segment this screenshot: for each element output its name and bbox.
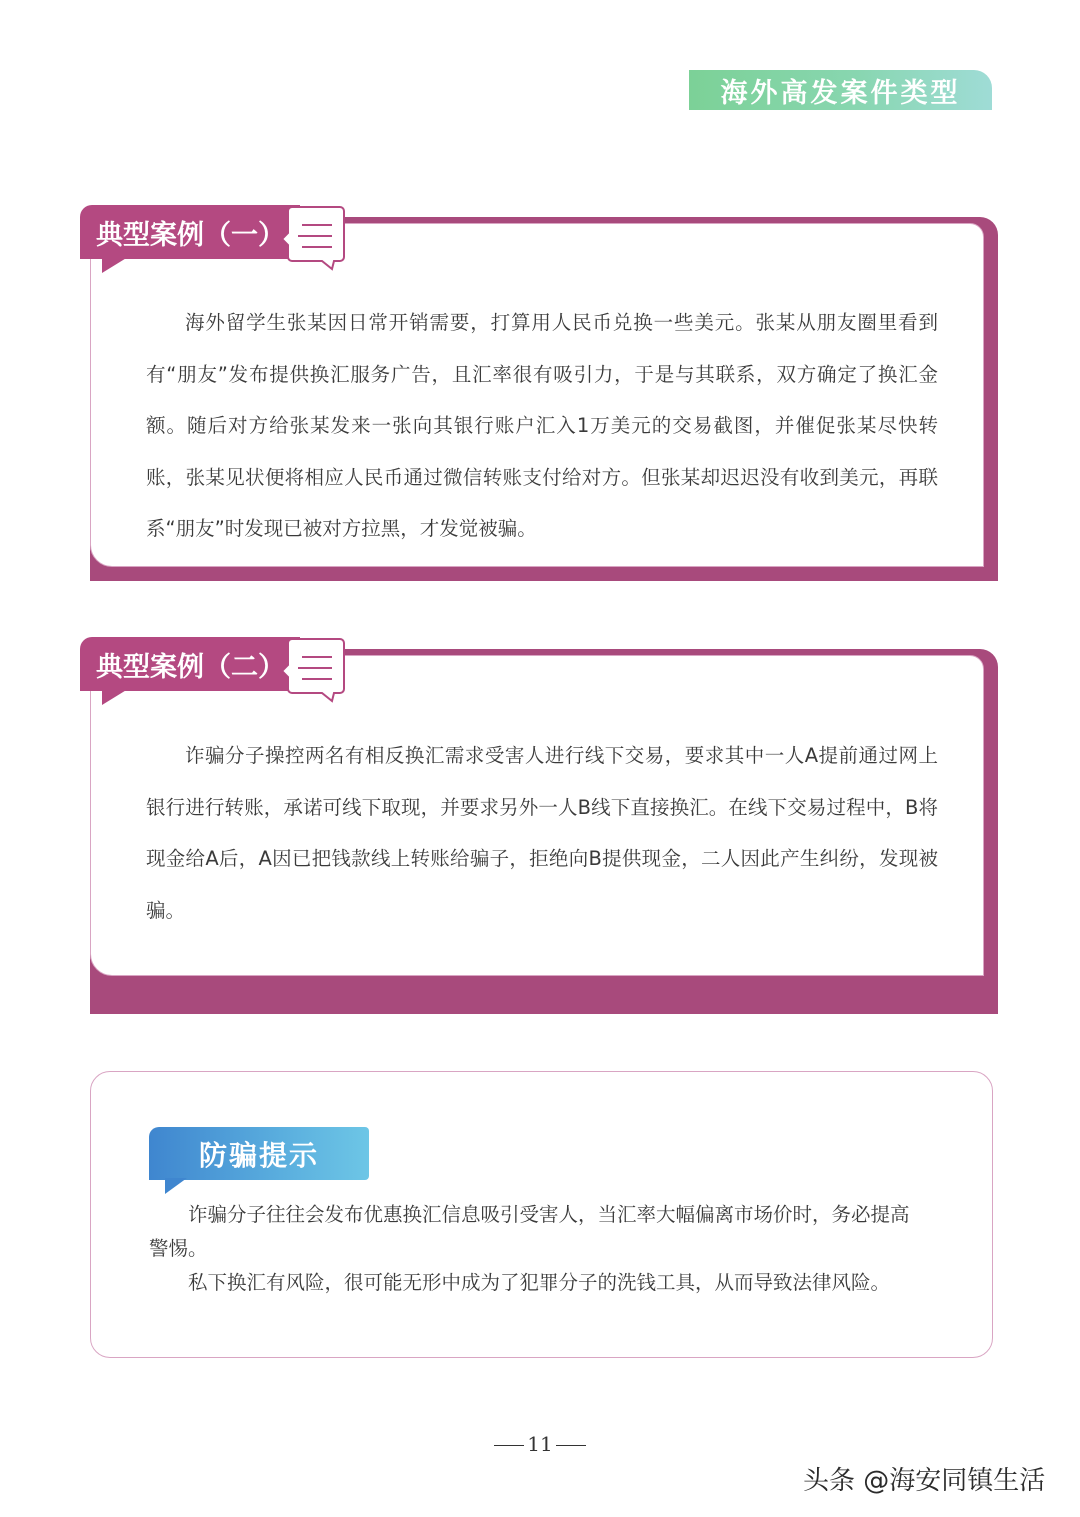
tip-paragraph: 诈骗分子往往会发布优惠换汇信息吸引受害人，当汇率大幅偏离市场价时，务必提高警惕。 — [149, 1203, 910, 1260]
tip-paragraph: 私下换汇有风险，很可能无形中成为了犯罪分子的洗钱工具，从而导致法律风险。 — [188, 1271, 891, 1294]
page-number-text: 11 — [527, 1432, 553, 1456]
case-text: 诈骗分子操控两名有相反换汇需求受害人进行线下交易，要求其中一人A提前通过网上银行进行转账，承诺可线下取现，并要求另外一人B线下直接换汇。在线下交易过程中，B将现金给A后，A因已把钱款线上转账给骗子，拒绝向B提供现金，二人因此产生纠纷，发现被骗。 — [146, 744, 938, 922]
tip-text — [149, 1198, 922, 1300]
anti-fraud-tip-box — [90, 1071, 993, 1358]
case-card-1 — [80, 205, 998, 581]
watermark: 头条 @海安同镇生活 — [803, 1466, 1046, 1496]
section-header-tag — [689, 70, 992, 110]
page-number — [0, 1432, 1080, 1456]
case-label — [80, 205, 300, 259]
case-label — [80, 637, 300, 691]
tip-label-tail — [165, 1178, 187, 1194]
case-label-text: 典型案例（一） — [96, 219, 285, 251]
page-number-rule-left — [494, 1445, 524, 1446]
tip-label-text: 防骗提示 — [198, 1138, 319, 1172]
section-header-title: 海外高发案件类型 — [720, 77, 961, 109]
label-tail — [102, 257, 128, 273]
label-tail — [102, 689, 128, 705]
chat-bubble-icon — [282, 637, 346, 703]
case-text: 海外留学生张某因日常开销需要，打算用人民币兑换一些美元。张某从朋友圈里看到有“朋友”发布提供换汇服务广告，且汇率很有吸引力，于是与其联系，双方确定了换汇金额。随后对方给张某发来一张向其银行账户汇入1万美元的交易截图，并催促张某尽快转账，张某见状便将相应人民币通过微信转账支付给对方。但张某却迟迟没有收到美元，再联系“朋友”时发现已被对方拉黑，才发觉被骗。 — [146, 311, 938, 540]
page-number-rule-right — [556, 1445, 586, 1446]
case-label-text: 典型案例（二） — [96, 651, 285, 683]
tip-label — [149, 1127, 369, 1180]
case-card-2 — [80, 637, 998, 1014]
chat-bubble-icon — [282, 205, 346, 271]
